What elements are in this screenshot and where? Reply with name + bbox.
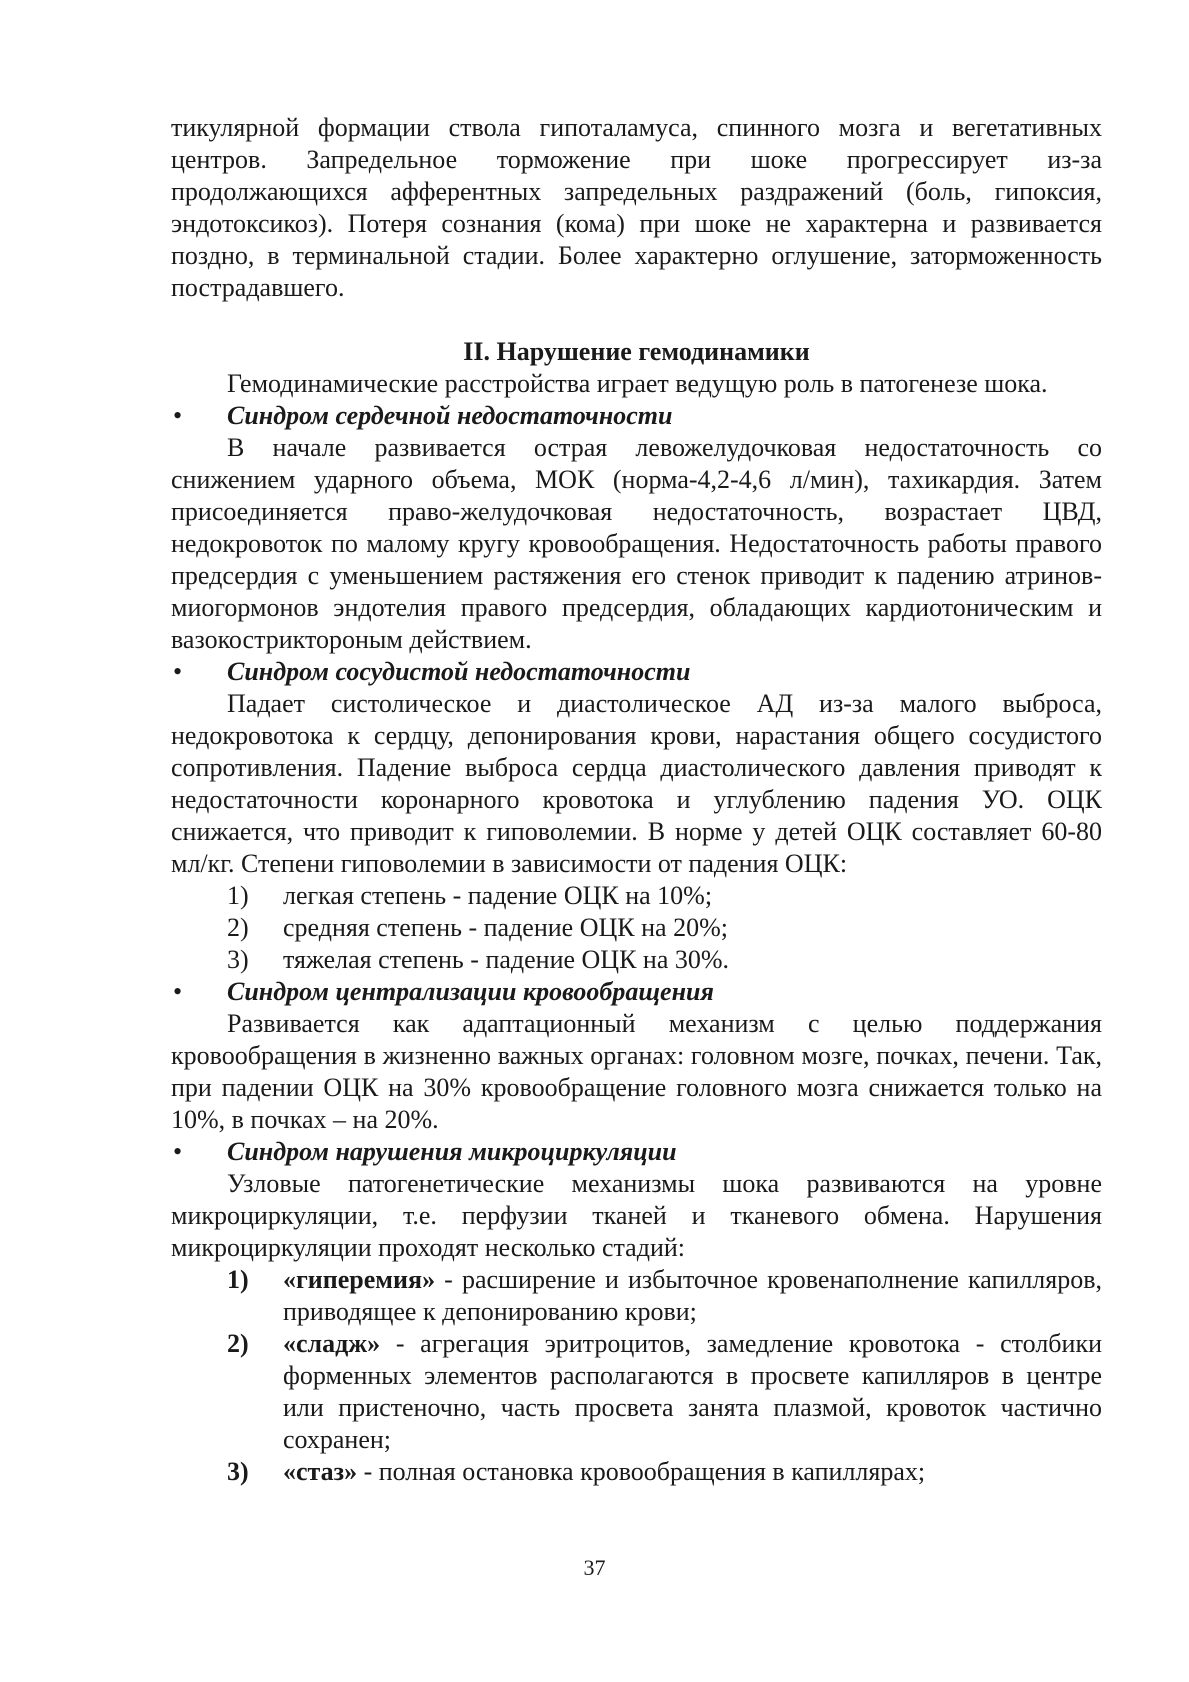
bullet-icon: • bbox=[173, 657, 183, 686]
list-item bbox=[171, 1456, 1102, 1488]
list-item bbox=[171, 1264, 1102, 1328]
term-definition: - полная остановка кровообращения в капиллярах; bbox=[357, 1457, 926, 1486]
syndrome-text: Узловые патогенетические механизмы шока развиваются на уровне микроциркуляции, т.е. перфузии тканей и тканевого обмена. Нарушения микроциркуляции проходят несколько стадий: bbox=[171, 1169, 1102, 1262]
list-number: 2) bbox=[227, 913, 249, 942]
list-text bbox=[283, 1264, 1102, 1328]
term-definition: - расширение и избыточное кровенаполнение капилляров, приводящее к депонированию крови; bbox=[283, 1265, 1102, 1326]
list-text: тяжелая степень - падение ОЦК на 30%. bbox=[283, 945, 730, 974]
syndrome-title: Синдром централизации кровообращения bbox=[227, 977, 714, 1006]
syndrome-heading-vascular bbox=[171, 656, 1102, 688]
syndrome-heading-microcirculation bbox=[171, 1136, 1102, 1168]
syndrome-heading-centralization bbox=[171, 976, 1102, 1008]
list-item bbox=[171, 912, 1102, 944]
document-page bbox=[171, 112, 1102, 1488]
list-item bbox=[171, 880, 1102, 912]
list-number: 3) bbox=[227, 945, 249, 974]
syndrome-text: В начале развивается острая левожелудочковая недостаточность со снижением ударного объема, МОК (норма-4,2-4,6 л/мин), тахикардия. Затем присоединяется право-желудочковая недостаточность, возрастает ЦВД, недокровоток по малому кругу кровообращения. Недостаточность работы правого предсердия с уменьшением растяжения его стенок приводит к падению атринов-миогормонов эндотелия правого предсердия, обладающих кардиотоническим и вазокостриктороным действием. bbox=[171, 433, 1102, 654]
section-heading: II. Нарушение гемодинамики bbox=[463, 337, 810, 366]
list-item bbox=[171, 1328, 1102, 1456]
syndrome-title: Синдром сосудистой недостаточности bbox=[227, 657, 691, 686]
list-text bbox=[283, 1456, 1102, 1488]
list-text: легкая степень - падение ОЦК на 10%; bbox=[283, 881, 713, 910]
syndrome-heading-cardiac bbox=[171, 400, 1102, 432]
page-number: 37 bbox=[583, 1555, 606, 1580]
list-number: 1) bbox=[227, 1265, 249, 1294]
list-text: средняя степень - падение ОЦК на 20%; bbox=[283, 913, 728, 942]
bullet-icon: • bbox=[173, 1137, 183, 1166]
intro-paragraph: тикулярной формации ствола гипоталамуса, спинного мозга и вегетативных центров. Запредельное торможение при шоке прогрессирует из-за продолжающихся афферентных запредельных раздражений (боль, гипоксия, эндотоксикоз). Потеря сознания (кома) при шоке не характерна и развивается поздно, в терминальной стадии. Более характерно оглушение, заторможенность пострадавшего. bbox=[171, 113, 1102, 302]
syndrome-title: Синдром нарушения микроциркуляции bbox=[227, 1137, 677, 1166]
syndrome-text: Развивается как адаптационный механизм с целью поддержания кровообращения в жизненно важных органах: головном мозге, почках, печени. Так, при падении ОЦК на 30% кровообращение головного мозга снижается только на 10%, в почках – на 20%. bbox=[171, 1009, 1102, 1134]
bullet-icon: • bbox=[173, 401, 183, 430]
term: «гиперемия» bbox=[283, 1265, 436, 1294]
list-text bbox=[283, 1328, 1102, 1456]
list-item bbox=[171, 944, 1102, 976]
list-number: 2) bbox=[227, 1329, 249, 1358]
bullet-icon: • bbox=[173, 977, 183, 1006]
term: «стаз» bbox=[283, 1457, 358, 1486]
syndrome-title: Синдром сердечной недостаточности bbox=[227, 401, 673, 430]
list-number: 1) bbox=[227, 881, 249, 910]
syndrome-text: Падает систолическое и диастолическое АД из-за малого выброса, недокровотока к сердцу, депонирования крови, нарастания общего сосудистого сопротивления. Падение выброса сердца диастолического давления приводят к недостаточности коронарного кровотока и углублению падения УО. ОЦК снижается, что приводит к гиповолемии. В норме у детей ОЦК составляет 60-80 мл/кг. Степени гиповолемии в зависимости от падения ОЦК: bbox=[171, 689, 1102, 878]
term: «сладж» bbox=[283, 1329, 381, 1358]
term-definition: - агрегация эритроцитов, замедление кровотока - столбики форменных элементов располагаются в просвете капилляров в центре или пристеночно, часть просвета занята плазмой, кровоток частично сохранен; bbox=[283, 1329, 1102, 1454]
list-number: 3) bbox=[227, 1457, 249, 1486]
section-intro: Гемодинамические расстройства играет ведущую роль в патогенезе шока. bbox=[227, 369, 1048, 398]
